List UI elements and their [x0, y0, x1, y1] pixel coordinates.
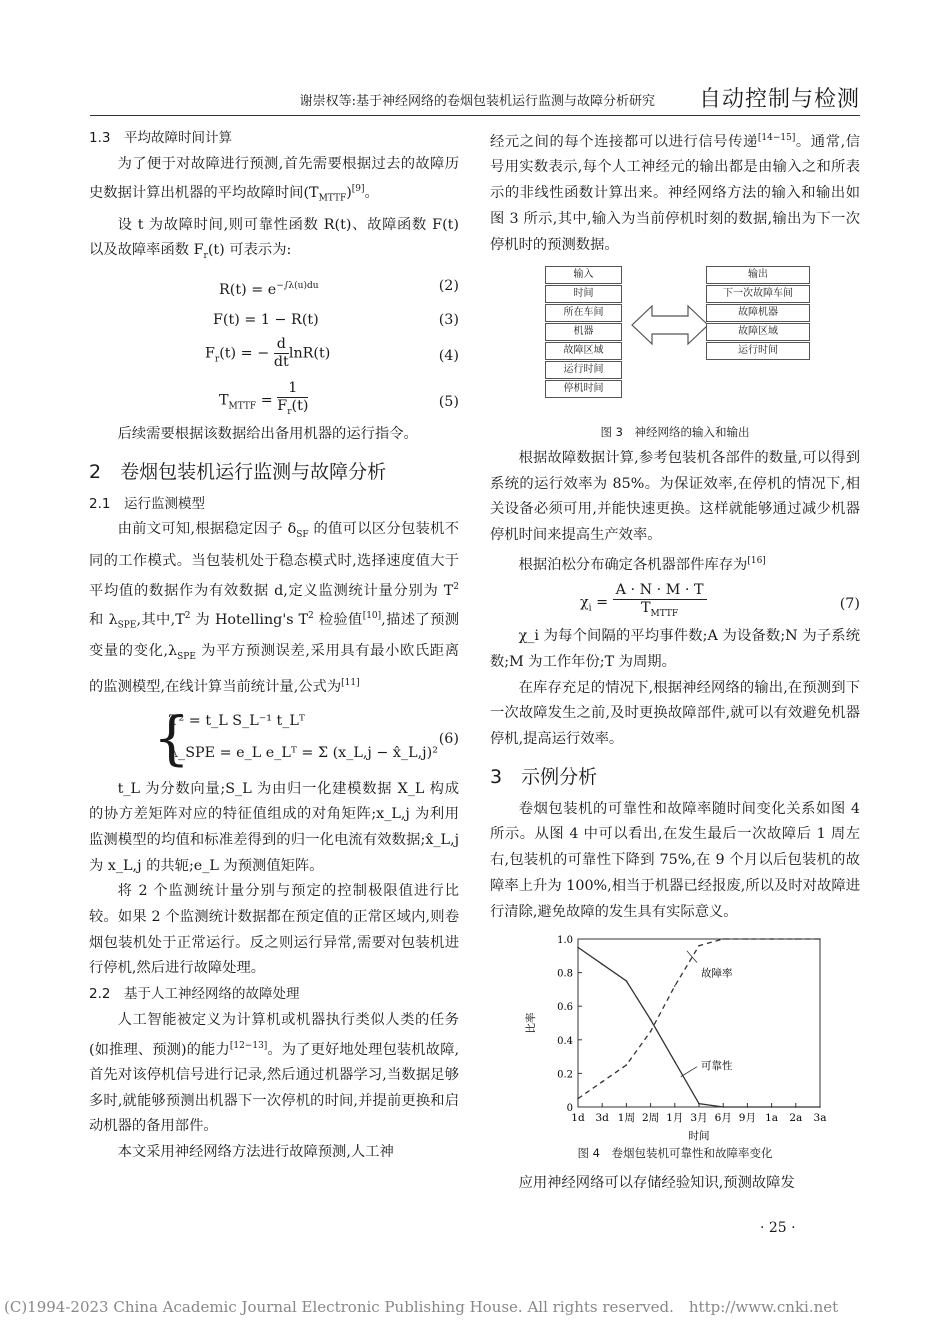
series-1-point	[747, 938, 749, 940]
paragraph: 由前文可知,根据稳定因子 $\delta_{SF}$ 的值可以区分包装机不同的工作模式。当包装机处于稳态模式时,选择速度值大于平均值的数据作为有效数据 d,定义监测统计量分别为 $T^2$ 和 $\lambda_{SPE}$,其中$,T^2$ 为 Hotelling's $T^2$ 检验值[10],描述了预测变量的变化$,\lambda_{SPE}$ 为平方预测误差,采用具有最小欧氏距离的监测模型,在线计算当前统计量,公式为[11]	[89, 521, 460, 695]
x-tick-label: 3d	[595, 1112, 609, 1125]
y-axis-label: 比率	[525, 1012, 537, 1034]
right-column	[490, 126, 860, 1197]
paragraph: 卷烟包装机的可靠性和故障率随时间变化关系如图 4 所示。从图 4 中可以看出,在发生最后一次故障后 1 周左右,包装机的可靠性下降到 75%,在 9 个月以后包装机的故障率上升为 100%,相当于机器已经报废,所以及时对故障进行清除,避免故障的发生具有实际意义。	[490, 800, 860, 920]
series-0-point	[722, 1106, 724, 1108]
series-1-point	[577, 1098, 579, 1100]
y-tick-label: 0.6	[557, 1002, 573, 1014]
series-1-point	[722, 938, 724, 940]
paragraph: 设 t 为故障时间,则可靠性函数 R(t)、故障函数 F(t) 以及故障率函数 $F_r(t)$ 可表示为:	[89, 216, 459, 262]
series-1-point	[601, 1081, 603, 1083]
series-0-point	[577, 947, 579, 949]
x-tick-label: 9月	[738, 1112, 756, 1125]
equation-2: $R(t) = e^{-\int\lambda(u)du}$ (2)	[219, 278, 459, 298]
x-tick-label: 2a	[789, 1112, 803, 1125]
page-number: · 25 ·	[760, 1220, 796, 1236]
x-tick-label: 3月	[690, 1112, 708, 1125]
series-line-1	[578, 939, 820, 1099]
series-0-point	[626, 980, 628, 982]
series-1-point	[626, 1064, 628, 1066]
equation-4: $F_r(t)$ = − $\frac{d}{dt}$ lnR(t) (4)	[205, 336, 459, 370]
output-box-3: 故障区域	[706, 323, 810, 341]
input-box-6: 停机时间	[545, 380, 622, 398]
figure-4-caption: 图 4 卷烟包装机可靠性和故障率变化	[577, 1146, 773, 1161]
figure-3-caption: 图 3 神经网络的输入和输出	[600, 425, 750, 440]
paragraph: 后续需要根据该数据给出备用机器的运行指令。	[117, 426, 418, 442]
series-1-point	[819, 938, 821, 940]
paragraph: 为了便于对故障进行预测,首先需要根据过去的故障历史数据计算出机器的平均故障时间$(T_{MTTF})[9]$。	[89, 155, 459, 205]
y-tick-label: 0.2	[557, 1069, 573, 1081]
series-0-point	[601, 964, 603, 966]
x-tick-label: 3a	[813, 1112, 827, 1125]
input-box-1: 时间	[545, 285, 622, 303]
double-arrow-icon	[630, 302, 710, 348]
series-line-0	[578, 948, 820, 1108]
section-3-title: 3 示例分析	[490, 765, 598, 788]
running-header	[90, 84, 860, 116]
series-0-point	[747, 1106, 749, 1108]
series-0-point	[795, 1106, 797, 1108]
input-box-4: 故障区域	[545, 342, 622, 360]
y-tick-label: 0.4	[557, 1036, 573, 1048]
leader-line	[681, 1067, 697, 1077]
paragraph: 根据故障数据计算,参考包装机各部件的数量,可以得到系统的运行效率为 85%。为保证效率,在停机的情况下,相关设备必须可用,并能快速更换。这样就能够通过减少机器停机时间来提高生产效率。	[490, 449, 860, 544]
section-2-1-title: 2.1 运行监测模型	[89, 495, 205, 512]
x-tick-label: 1a	[765, 1112, 779, 1125]
series-label-reliability: 可靠性	[701, 1060, 733, 1073]
left-column	[89, 126, 459, 1166]
header-journal-section: 自动控制与检测	[698, 87, 860, 112]
series-1-point	[771, 938, 773, 940]
equation-6: { T² = t_L S_L⁻¹ t_Lᵀ λ_SPE = e_L e_Lᵀ = Σ (x_L,j − x̂_L,j)² (6)	[153, 703, 459, 772]
series-0-point	[819, 1106, 821, 1108]
paragraph: 在库存充足的情况下,根据神经网络的输出,在预测到下一次故障发生之前,及时更换故障部件,就可以有效避免机器停机,提高运行效率。	[490, 679, 860, 748]
series-0-point	[650, 1019, 652, 1021]
paragraph: 应用神经网络可以存储经验知识,预测故障发	[518, 1175, 795, 1191]
equation-5: $T_{MTTF}$ = $\frac{1}{F_r(t)}$ (5)	[219, 380, 459, 417]
series-label-failure-rate: 故障率	[701, 967, 733, 980]
paragraph: 将 2 个监测统计量分别与预定的控制极限值进行比较。如果 2 个监测统计数据都在预定值的正常区域内,则卷烟包装机处于正常运行。反之则运行异常,需要对包装机进行停机,然后进行故障处理。	[89, 883, 459, 977]
x-axis-label: 时间	[688, 1130, 710, 1142]
equation-3: F(t) = 1 − R(t) (3)	[213, 312, 459, 328]
equation-7: $\chi_i$ = $\frac{A \cdot N \cdot M \cdot T}{T_{MTTF}}$ (7)	[580, 582, 860, 620]
input-box-2: 所在车间	[545, 304, 622, 322]
paragraph: 经元之间的每个连接都可以进行信号传递[14−15]。通常,信号用实数表示,每个人工神经元的输出都是由输入之和所表示的非线性函数计算出来。神经网络方法的输入和输出如图 3 所示,其中,输入为当前停机时刻的数据,输出为下一次停机时的预测数据。	[490, 133, 861, 253]
y-tick-label: 0	[566, 1103, 573, 1115]
output-box-0: 输出	[706, 266, 810, 284]
series-0-point	[674, 1061, 676, 1063]
x-tick-label: 1月	[666, 1112, 684, 1125]
section-1-3-title: 1.3 平均故障时间计算	[89, 130, 232, 146]
input-box-3: 机器	[545, 323, 622, 341]
series-1-point	[674, 986, 676, 988]
y-tick-label: 0.8	[557, 968, 573, 980]
output-box-4: 运行时间	[706, 342, 810, 360]
copyright-notice: (C)1994-2023 China Academic Journal Electronic Publishing House. All rights reserved. http://www.cnki.net	[4, 1298, 839, 1316]
paragraph: 根据泊松分布确定各机器部件库存为[16]	[518, 555, 766, 573]
paragraph: 本文采用神经网络方法进行故障预测,人工神	[117, 1144, 394, 1161]
reliability-failure-chart	[490, 929, 860, 1141]
paragraph: 人工智能被定义为计算机或机器执行类似人类的任务(如推理、预测)的能力[12−13]。为了更好地处理包装机故障,首先对该停机信号进行记录,然后通过机器学习,当数据足够多时,就能够预测出机器下一次停机的时间,并提前更换和启动机器的备用部件。	[89, 1011, 460, 1135]
header-article-title: 谢崇权等:基于神经网络的卷烟包装机运行监测与故障分析研究	[299, 94, 655, 109]
x-tick-label: 1d	[571, 1112, 585, 1125]
series-1-point	[650, 1031, 652, 1033]
paragraph: t_L 为分数向量;S_L 为由归一化建模数据 X_L 构成的协方差矩阵对应的特征值组成的对角矩阵;x_L,j 为利用监测模型的均值和标准差得到的归一化电流有效数据;x̂_L,j 为 x_L,j 的共轭;e_L 为预测值矩阵。	[89, 780, 459, 874]
section-2-2-title: 2.2 基于人工神经网络的故障处理	[89, 986, 300, 1003]
input-box-0: 输入	[545, 266, 622, 284]
plot-frame	[578, 939, 820, 1107]
y-tick-label: 1.0	[557, 935, 573, 947]
input-box-5: 运行时间	[545, 361, 622, 379]
x-tick-label: 2周	[642, 1112, 660, 1125]
section-2-title: 2 卷烟包装机运行监测与故障分析	[89, 460, 387, 483]
output-box-2: 故障机器	[706, 304, 810, 322]
paragraph: χ_i 为每个间隔的平均事件数;A 为设备数;N 为子系统数;M 为工作年份;T 为周期。	[490, 628, 860, 670]
figure-4-chart	[490, 929, 860, 1141]
series-0-point	[771, 1106, 773, 1108]
x-tick-label: 6月	[714, 1112, 732, 1125]
series-0-point	[698, 1103, 700, 1105]
output-box-1: 下一次故障车间	[706, 285, 810, 303]
series-1-point	[698, 945, 700, 947]
x-tick-label: 1周	[617, 1112, 635, 1125]
figure-3	[490, 262, 860, 416]
series-1-point	[795, 938, 797, 940]
